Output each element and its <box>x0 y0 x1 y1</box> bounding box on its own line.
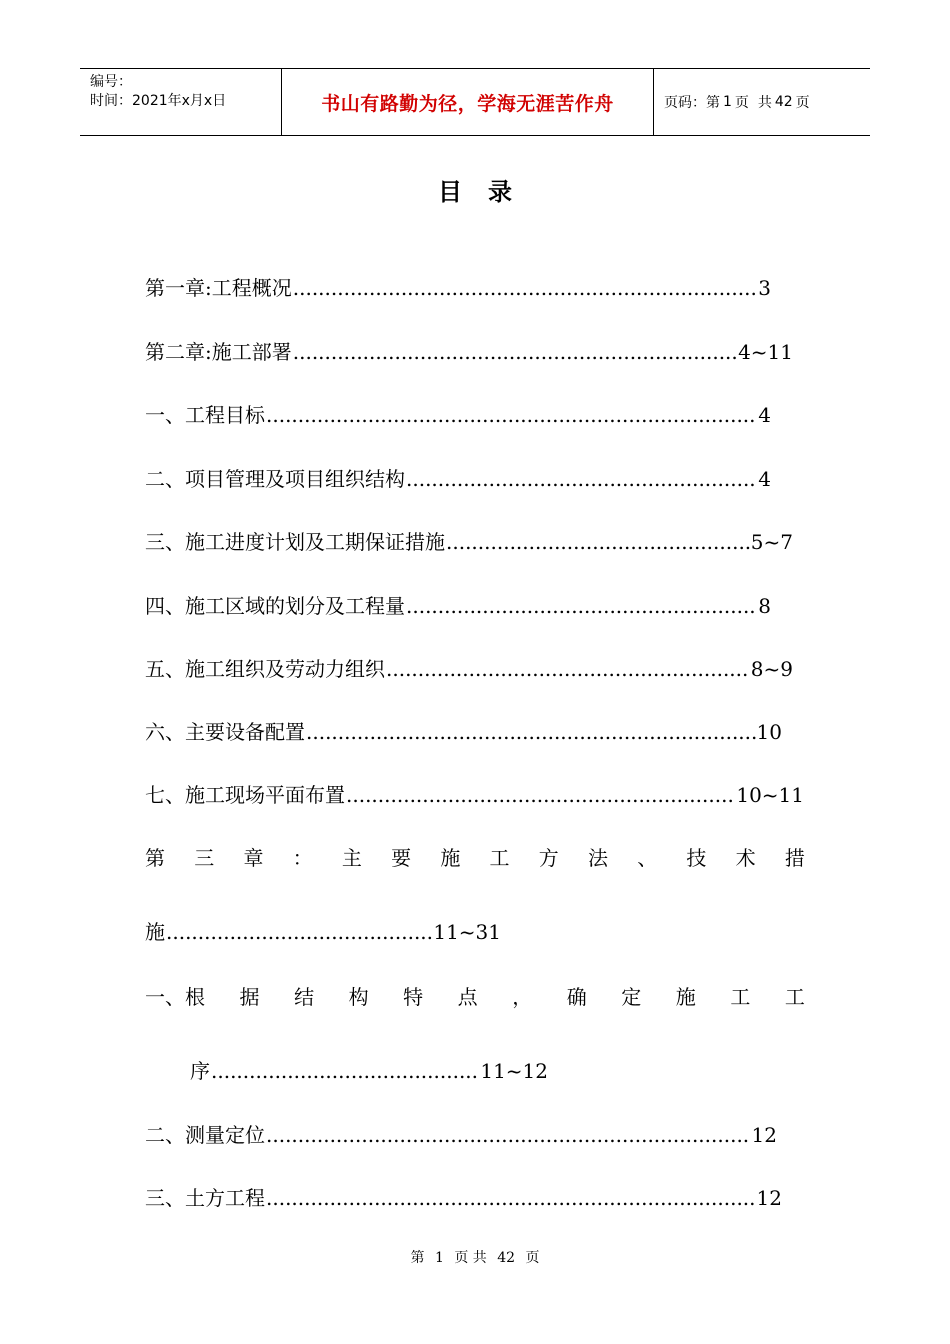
toc-page: 11~31 <box>433 920 501 944</box>
toc-entry[interactable] <box>145 1182 782 1211</box>
toc-entry[interactable] <box>145 526 793 555</box>
toc-label: 第一章:工程概况 <box>145 276 292 300</box>
item1-char: 构 <box>348 985 369 1009</box>
ch3-char: 、 <box>637 846 658 870</box>
page-suffix: 页 <box>795 95 810 111</box>
toc-leader <box>266 1123 751 1147</box>
ch3-char: 主 <box>341 846 362 870</box>
toc-leader <box>293 276 758 300</box>
ch3-char: 章 <box>243 846 264 870</box>
toc-page: 12 <box>756 1186 782 1210</box>
toc-page: 8 <box>758 594 771 618</box>
ch3-char: 第 <box>145 846 165 870</box>
toc-label: 施 <box>145 920 165 944</box>
toc-item1-line1[interactable] <box>145 981 805 1010</box>
toc-entry[interactable] <box>145 272 771 301</box>
toc-page: 10~11 <box>736 783 804 807</box>
item1-char: 施 <box>675 985 696 1009</box>
toc-page: 12 <box>751 1123 777 1147</box>
page-mid: 页 共 <box>734 95 772 111</box>
toc-page: 8~9 <box>750 657 793 681</box>
ch3-char: 方 <box>538 846 559 870</box>
item1-char: 据 <box>239 985 260 1009</box>
toc-page: 4 <box>758 403 771 427</box>
toc-leader <box>293 340 737 364</box>
toc-label: 七、施工现场平面布置 <box>145 783 345 807</box>
toc-item1-line2[interactable] <box>190 1055 548 1084</box>
toc-leader <box>306 720 756 744</box>
item1-char: 工 <box>784 985 805 1009</box>
toc-label: 四、施工区域的划分及工程量 <box>145 594 405 618</box>
page-footer <box>0 1247 950 1267</box>
time-label: 时间：2021年x月x日 <box>90 93 227 109</box>
toc-page: 4~11 <box>738 340 793 364</box>
item1-char: ， <box>512 985 533 1009</box>
ch3-char: 术 <box>735 846 756 870</box>
toc-leader <box>266 1186 756 1210</box>
toc-label: 五、施工组织及劳动力组织 <box>145 657 385 681</box>
toc-label: 一、工程目标 <box>145 403 265 427</box>
toc-label: 二、测量定位 <box>145 1123 265 1147</box>
toc-label: 三、施工进度计划及工期保证措施 <box>145 530 445 554</box>
ch3-char: ： <box>292 846 313 870</box>
page-header <box>80 68 870 136</box>
footer-current: 1 <box>434 1250 444 1266</box>
ch3-char: 工 <box>489 846 510 870</box>
item1-char: 点 <box>457 985 478 1009</box>
toc-entry[interactable] <box>145 336 793 365</box>
toc-page: 10 <box>756 720 782 744</box>
ch3-char: 技 <box>686 846 707 870</box>
number-label: 编号： <box>90 74 132 90</box>
header-motto: 书山有路勤为径，学海无涯苦作舟 <box>282 69 654 135</box>
toc-entry[interactable] <box>145 463 771 492</box>
toc-leader <box>446 530 750 554</box>
toc-label: 序 <box>190 1059 210 1083</box>
toc-entry[interactable] <box>145 653 793 682</box>
item1-char: 定 <box>621 985 642 1009</box>
item1-char: 特 <box>403 985 424 1009</box>
toc-leader <box>406 594 757 618</box>
toc-leader <box>346 783 735 807</box>
toc-entry[interactable] <box>145 399 771 428</box>
footer-mid: 页 共 <box>454 1250 487 1266</box>
toc-chapter3-line1[interactable] <box>145 842 805 871</box>
ch3-char: 法 <box>587 846 608 870</box>
toc-label: 六、主要设备配置 <box>145 720 305 744</box>
item1-char: 结 <box>294 985 315 1009</box>
page-current: 1 <box>723 94 732 110</box>
toc-page: 3 <box>758 276 771 300</box>
toc-label: 二、项目管理及项目组织结构 <box>145 467 405 491</box>
toc-leader <box>211 1059 479 1083</box>
toc-leader <box>406 467 757 491</box>
toc-page: 4 <box>758 467 771 491</box>
toc-entry[interactable] <box>145 779 804 808</box>
ch3-char: 措 <box>784 846 805 870</box>
toc-page: 11~12 <box>480 1059 548 1083</box>
toc-entry[interactable] <box>145 1119 777 1148</box>
footer-total: 42 <box>497 1250 516 1266</box>
footer-suffix: 页 <box>525 1250 540 1266</box>
toc-entry[interactable] <box>145 590 771 619</box>
ch3-char: 三 <box>194 846 215 870</box>
header-meta <box>80 69 282 135</box>
item1-char: 确 <box>566 985 587 1009</box>
footer-prefix: 第 <box>410 1250 425 1266</box>
header-page-info <box>654 69 870 135</box>
ch3-char: 施 <box>440 846 461 870</box>
toc-chapter3-line2[interactable] <box>145 916 501 945</box>
page-title: 目录 <box>438 178 538 206</box>
toc-leader <box>266 403 757 427</box>
ch3-char: 要 <box>391 846 412 870</box>
toc-leader <box>386 657 750 681</box>
item1-char: 工 <box>730 985 751 1009</box>
toc-page: 5~7 <box>750 530 793 554</box>
page-prefix: 页码：第 <box>664 95 720 111</box>
toc-entry[interactable] <box>145 716 782 745</box>
item1-char: 一、根 <box>145 985 205 1009</box>
toc-label: 第二章:施工部署 <box>145 340 292 364</box>
toc-label: 三、土方工程 <box>145 1186 265 1210</box>
page-total: 42 <box>774 94 793 110</box>
toc-leader <box>166 920 432 944</box>
